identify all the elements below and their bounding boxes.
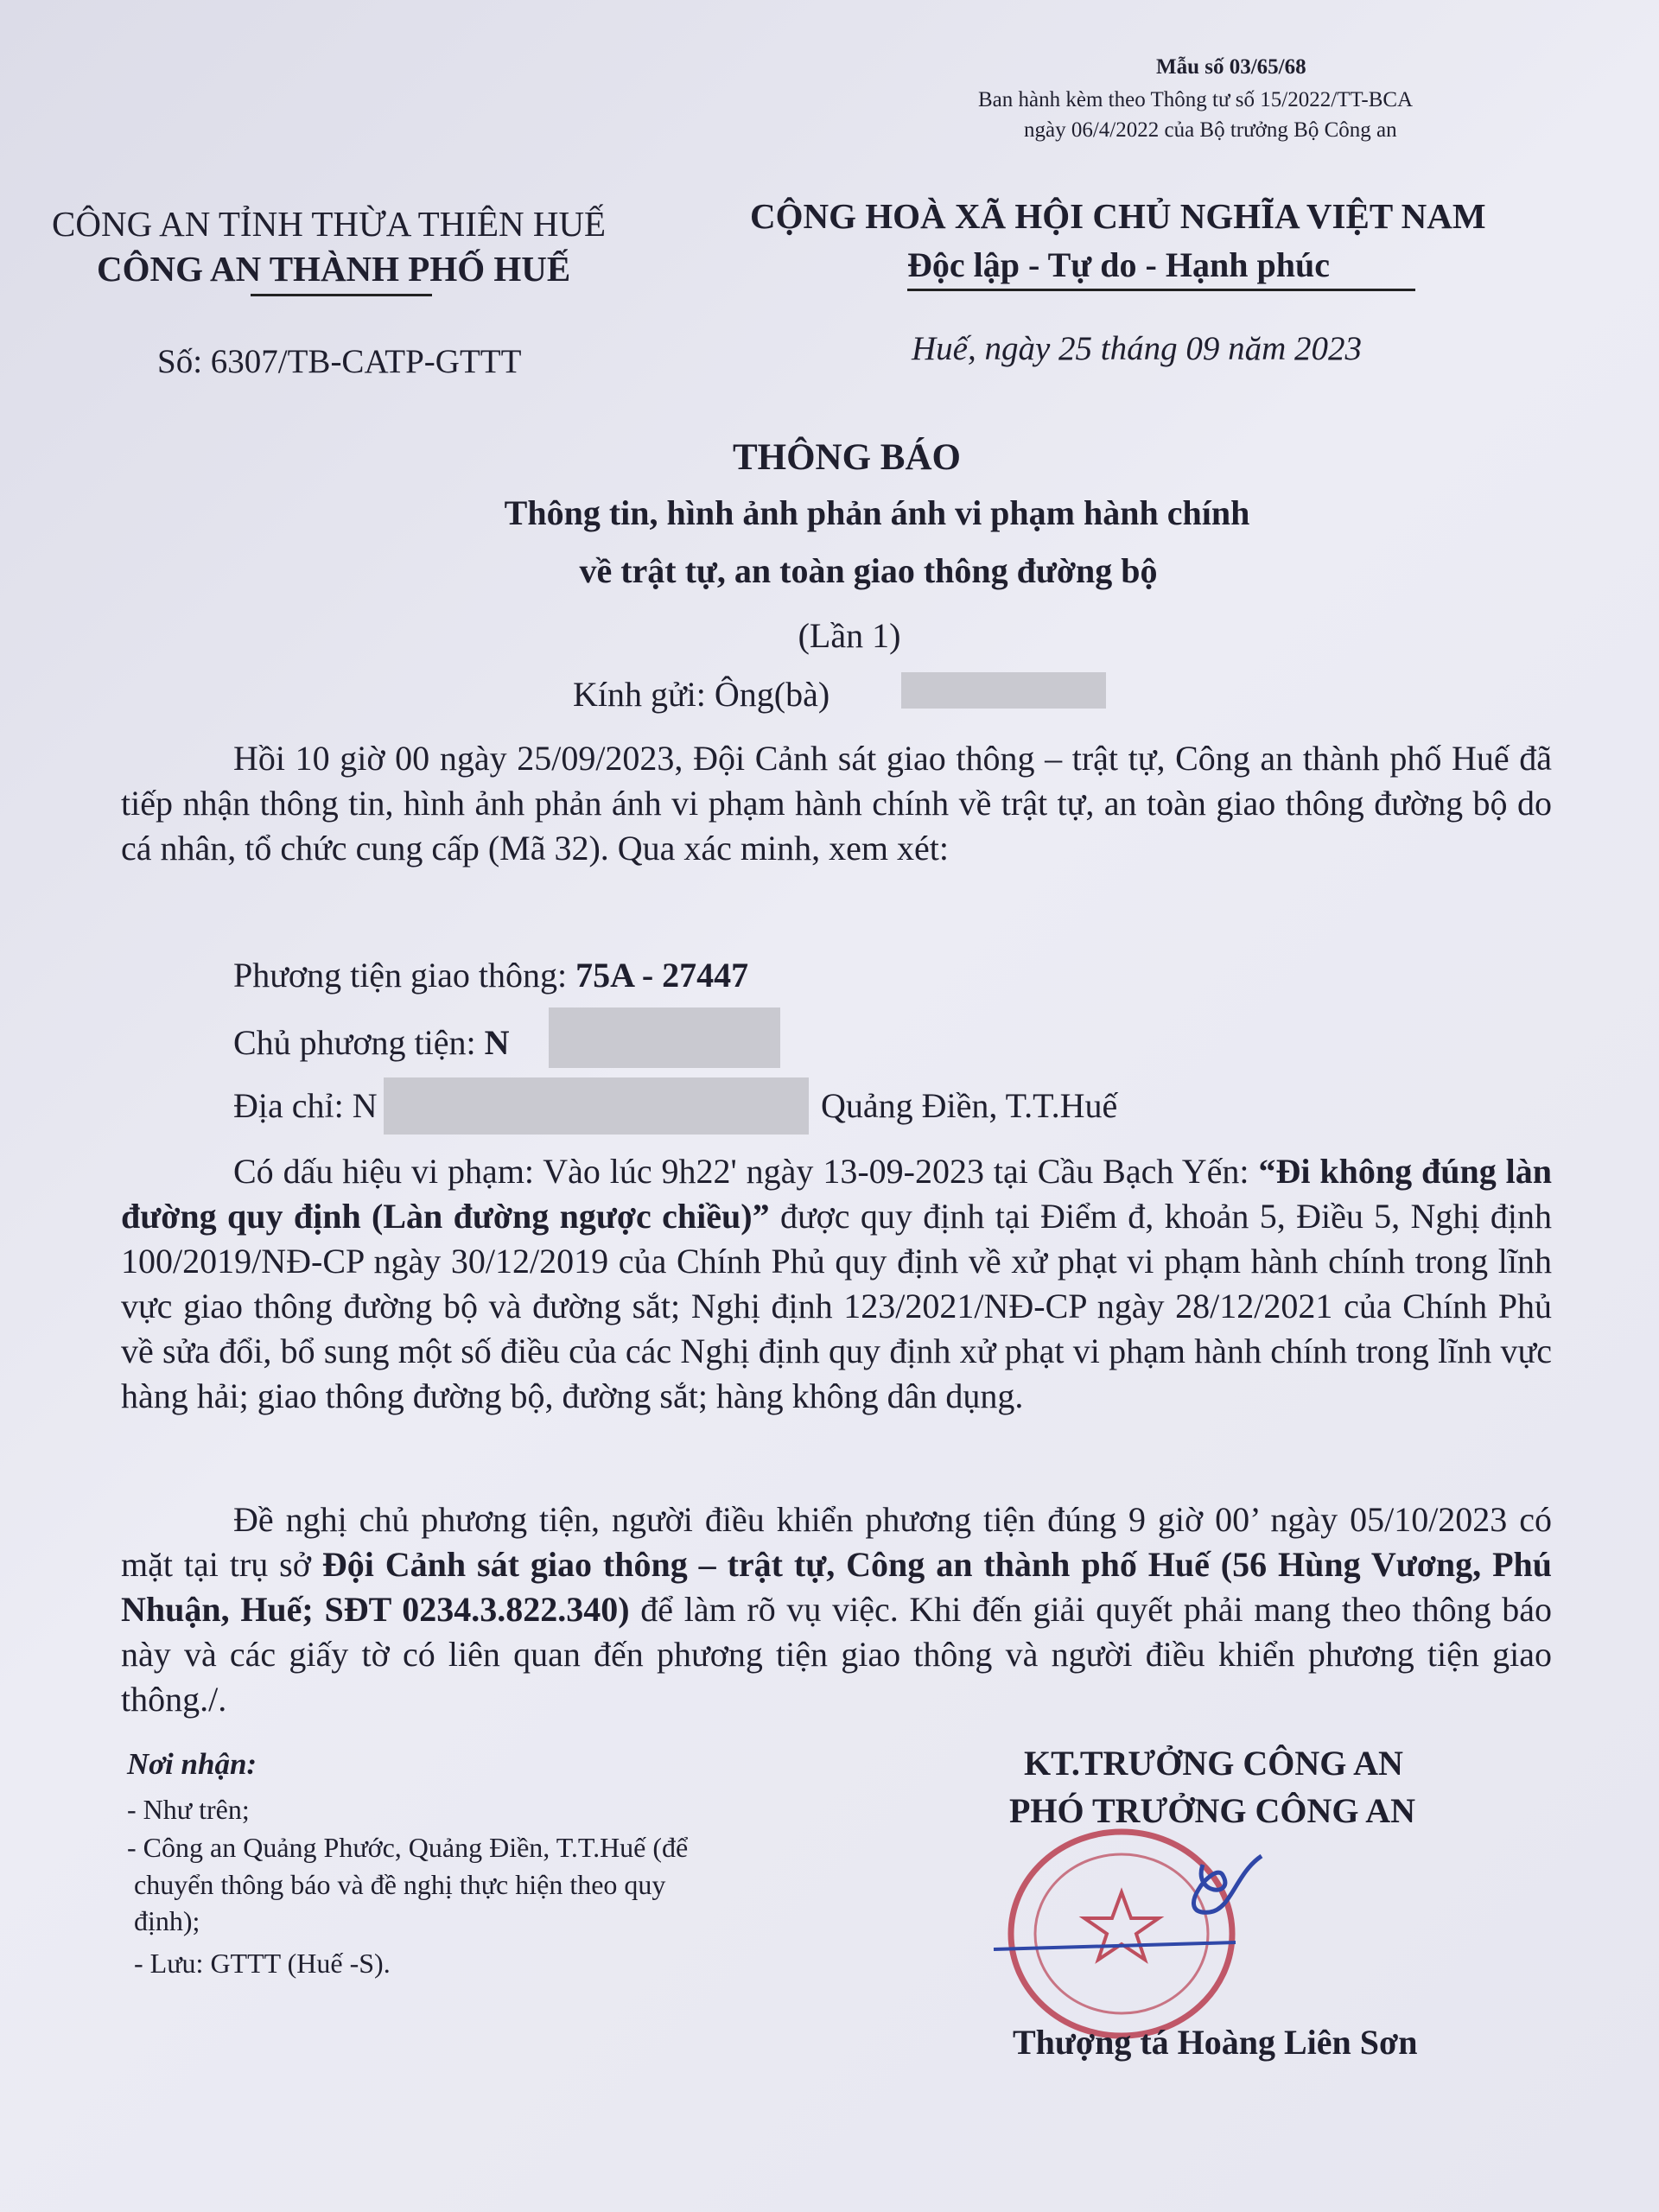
paragraph-received-text: Hồi 10 giờ 00 ngày 25/09/2023, Đội Cảnh sát giao thông – trật tự, Công an thành phố Huế đã tiếp nhận thông tin, hình ảnh phản ánh vi phạm hành chính về trật tự, an toàn giao thông đường bộ do cá nhân, tổ chức cung cấp (Mã 32). Qua xác minh, xem xét:: [121, 739, 1552, 868]
vehicle-field: [233, 955, 748, 995]
paragraph-received: [121, 736, 1552, 871]
notice-attempt: (Lần 1): [798, 616, 901, 655]
form-code: Mẫu số 03/65/68: [1156, 55, 1306, 79]
recipient-item: - Như trên;: [127, 1794, 250, 1825]
paragraph-request: [121, 1497, 1552, 1722]
document-subtitle-2: về trật tự, an toàn giao thông đường bộ: [579, 551, 1158, 590]
address-field: [233, 1085, 378, 1126]
form-issued-line: Ban hành kèm theo Thông tư số 15/2022/TT-BCA: [978, 88, 1414, 111]
document-number: Số: 6307/TB-CATP-GTTT: [157, 343, 522, 380]
owner-field: [233, 1022, 510, 1063]
violation-legal-basis: được quy định tại Điểm đ, khoản 5, Điều 5, Nghị định 100/2019/NĐ-CP ngày 30/12/2019 của Chính Phủ quy định về xử phạt vi phạm hành chính trong lĩnh vực giao thông đường bộ và đường sắt; Nghị định 123/2021/NĐ-CP ngày 28/12/2021 của Chính Phủ về sửa đổi, bổ sung một số điều của các Nghị định quy định xử phạt vi phạm hành chính trong lĩnh vực hàng hải; giao thông đường bộ, đường sắt; hàng không dân dụng.: [121, 1197, 1553, 1415]
vehicle-label: Phương tiện giao thông:: [233, 956, 568, 995]
document-subtitle-1: Thông tin, hình ảnh phản ánh vi phạm hành chính: [504, 493, 1250, 532]
redacted-recipient: [901, 672, 1106, 709]
motto-underline: [907, 289, 1415, 291]
request-instructions: để làm rõ vụ việc. Khi đến giải quyết phải mang theo thông báo này và các giấy tờ có liên quan đến phương tiện giao thông và người điều khiển phương tiện giao thông./.: [121, 1590, 1553, 1719]
owner-initial: N: [484, 1023, 510, 1062]
address-suffix: Quảng Điền, T.T.Huế: [821, 1086, 1118, 1125]
owner-label: Chủ phương tiện:: [233, 1023, 476, 1062]
violation-intro: Có dấu hiệu vi phạm: Vào lúc 9h22' ngày 13-09-2023 tại Cầu Bạch Yến:: [233, 1152, 1249, 1191]
recipient-item: - Công an Quảng Phước, Quảng Điền, T.T.Huế (để: [127, 1832, 689, 1863]
form-issued-date: ngày 06/4/2022 của Bộ trưởng Bộ Công an: [1024, 118, 1397, 142]
recipient-item-cont: chuyển thông báo và đề nghị thực hiện theo quy: [134, 1869, 666, 1900]
paragraph-violation: [121, 1149, 1552, 1419]
recipient-item-cont: định);: [134, 1905, 200, 1936]
agency-parent: CÔNG AN TỈNH THỪA THIÊN HUẾ: [52, 204, 607, 244]
redacted-address: [384, 1077, 809, 1135]
signer-name: Thượng tá Hoàng Liên Sơn: [1013, 2023, 1418, 2062]
vehicle-plate: 75A - 27447: [575, 956, 749, 995]
nation-title: CỘNG HOÀ XÃ HỘI CHỦ NGHĨA VIỆT NAM: [750, 196, 1486, 236]
signature-title-1: KT.TRƯỞNG CÔNG AN: [1024, 1744, 1403, 1783]
document-date: Huế, ngày 25 tháng 09 năm 2023: [912, 330, 1363, 367]
address-label: Địa chỉ:: [233, 1086, 344, 1125]
address-initial: N: [352, 1086, 378, 1125]
national-motto: Độc lập - Tự do - Hạnh phúc: [907, 245, 1330, 284]
signature-title-2: PHÓ TRƯỞNG CÔNG AN: [1009, 1791, 1416, 1830]
recipients-title: Nơi nhận:: [127, 1747, 257, 1781]
agency-name: CÔNG AN THÀNH PHỐ HUẾ: [97, 249, 571, 289]
request-intro: Đề nghị chủ phương tiện, người điều khiển phương tiện đúng 9 giờ 00’ ngày 05/10/2023 có mặt tại trụ sở: [121, 1500, 1552, 1584]
recipient-line: [573, 674, 830, 715]
official-stamp-icon: [976, 1813, 1270, 2046]
recipient-prefix: Kính gửi: Ông(bà): [573, 675, 830, 714]
document-title: THÔNG BÁO: [732, 437, 961, 478]
agency-underline: [251, 294, 432, 296]
redacted-owner: [549, 1007, 780, 1068]
request-location: Đội Cảnh sát giao thông – trật tự, Công an thành phố Huế (56 Hùng Vương, Phú Nhuận, Huế; SĐT 0234.3.822.340): [121, 1545, 1552, 1629]
recipient-item: - Lưu: GTTT (Huế -S).: [134, 1948, 391, 1979]
violation-description: “Đi không đúng làn đường quy định (Làn đường ngược chiều)”: [121, 1152, 1553, 1236]
